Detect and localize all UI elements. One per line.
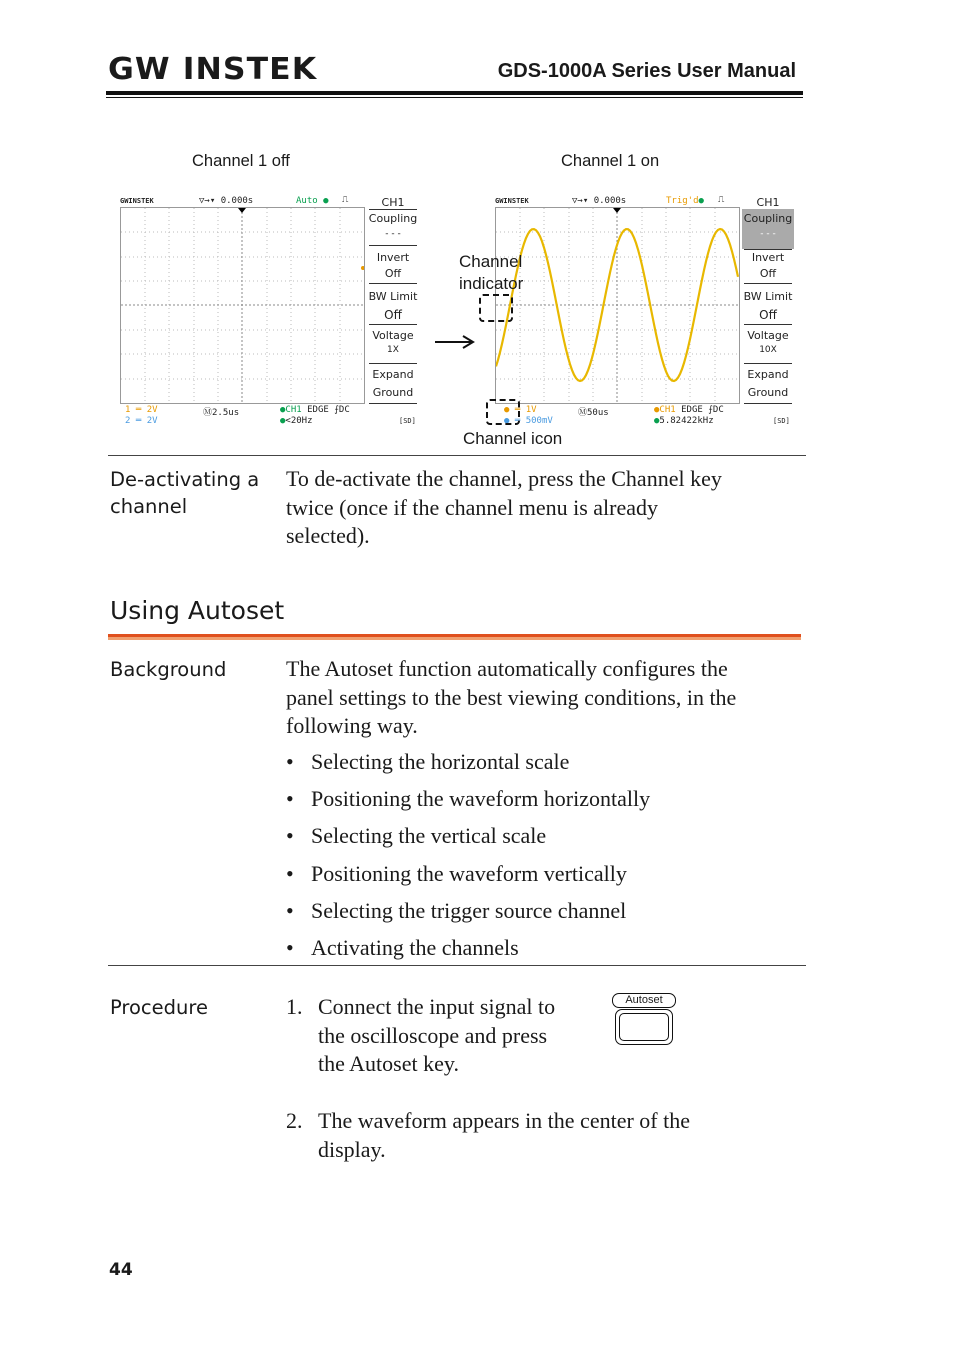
annotation-channel-indicator: Channel indicator	[459, 252, 524, 293]
menu-expand[interactable]: Expand	[372, 368, 414, 381]
scope-screen-channel-on	[494, 197, 794, 429]
menu-expand-value: Ground	[372, 386, 414, 399]
header-rule	[106, 91, 803, 95]
right-arrow-icon	[433, 334, 477, 355]
menu-bw-limit-value: Off	[759, 308, 777, 322]
scope-screen-channel-off	[119, 197, 419, 429]
ch2-scale: ● ═ 500mV	[504, 416, 553, 426]
sd-card-icon: [SD]	[399, 417, 416, 425]
scope-brand: GWINSTEK	[120, 197, 154, 205]
scope-graticule	[120, 207, 365, 404]
autoset-key-body	[615, 1009, 673, 1045]
deactivate-text: To de-activate the channel, press the Channel key twice (once if the channel menu is already selected).	[286, 466, 722, 548]
step-2-text: The waveform appears in the center of the display.	[318, 1108, 690, 1162]
channel-menu	[367, 197, 419, 402]
menu-coupling[interactable]: Coupling	[743, 212, 793, 225]
divider	[108, 455, 806, 456]
gw-instek-logo: GW INSTEK	[108, 52, 318, 87]
ch1-scale: 1 ═ 2V	[125, 405, 158, 415]
scope-timebase-position: ▽→▾ 0.000s	[572, 196, 627, 206]
menu-invert-value: Off	[384, 267, 402, 280]
menu-bw-limit[interactable]: BW Limit	[368, 290, 418, 303]
timebase-readout: Ⓜ2.5us	[203, 408, 240, 418]
menu-title: CH1	[381, 196, 405, 209]
menu-voltage[interactable]: Voltage	[372, 329, 414, 342]
frequency-readout: ●5.82422kHz	[654, 416, 714, 426]
menu-invert[interactable]: Invert	[376, 251, 410, 264]
caption-channel-on: Channel 1 on	[561, 152, 660, 170]
autoset-key[interactable]	[612, 993, 676, 1049]
header-rule-thin	[106, 97, 803, 98]
sd-card-icon: [SD]	[773, 417, 790, 425]
step-1-number: 1.	[286, 994, 303, 1019]
deactivate-label: De-activating a channel	[110, 468, 260, 518]
coupling-dc-icon: - - -	[385, 229, 401, 239]
menu-coupling[interactable]: Coupling	[368, 212, 418, 225]
ch1-scale: ● ═ 1V	[504, 405, 537, 415]
step-2-number: 2.	[286, 1108, 303, 1133]
trigger-readout: ●CH1 EDGE ⨍DC	[280, 405, 350, 415]
menu-invert[interactable]: Invert	[751, 251, 785, 264]
section-rule-shadow	[108, 637, 801, 640]
timebase-readout: Ⓜ50us	[578, 408, 609, 418]
menu-bw-limit-value: Off	[384, 308, 402, 322]
step-1-text: Connect the input signal to the oscilloscope and press the Autoset key.	[318, 994, 556, 1076]
scope-trigger-state: Trig'd●	[666, 196, 704, 206]
scope-trigger-state: Auto ●	[296, 196, 329, 206]
scope-timebase-position: ▽→▾ 0.000s	[199, 196, 254, 206]
scope-graticule	[495, 207, 740, 404]
menu-voltage-value: 10X	[759, 345, 777, 355]
menu-voltage[interactable]: Voltage	[747, 329, 789, 342]
caption-channel-off: Channel 1 off	[192, 152, 290, 170]
menu-expand[interactable]: Expand	[747, 368, 789, 381]
annotation-channel-icon: Channel icon	[463, 429, 563, 448]
channel-menu	[742, 197, 794, 402]
manual-title: GDS-1000A Series User Manual	[497, 60, 796, 82]
menu-title: CH1	[756, 196, 780, 209]
background-label: Background	[110, 658, 227, 681]
trigger-edge-icon: ⎍	[718, 195, 725, 205]
divider	[108, 965, 806, 966]
section-title: Using Autoset	[110, 596, 285, 625]
frequency-readout: ●<20Hz	[280, 416, 313, 426]
menu-bw-limit[interactable]: BW Limit	[743, 290, 793, 303]
scope-brand: GWINSTEK	[495, 197, 529, 205]
page-number: 44	[109, 1260, 133, 1280]
trigger-readout: ●CH1 EDGE ⨍DC	[654, 405, 724, 415]
channel-icon-highlight	[486, 399, 520, 425]
channel-indicator-highlight	[479, 294, 513, 322]
autoset-key-label: Autoset	[612, 993, 676, 1008]
menu-invert-value: Off	[759, 267, 777, 280]
procedure-label: Procedure	[110, 996, 208, 1019]
ch2-scale: 2 ═ 2V	[125, 416, 158, 426]
menu-voltage-value: 1X	[387, 345, 399, 355]
background-text: The Autoset function automatically configures the panel settings to the best viewing conditions, in the following way.	[286, 656, 737, 738]
trigger-edge-icon: ⎍	[342, 195, 349, 205]
coupling-dc-icon: - - -	[760, 229, 776, 239]
menu-expand-value: Ground	[747, 386, 789, 399]
